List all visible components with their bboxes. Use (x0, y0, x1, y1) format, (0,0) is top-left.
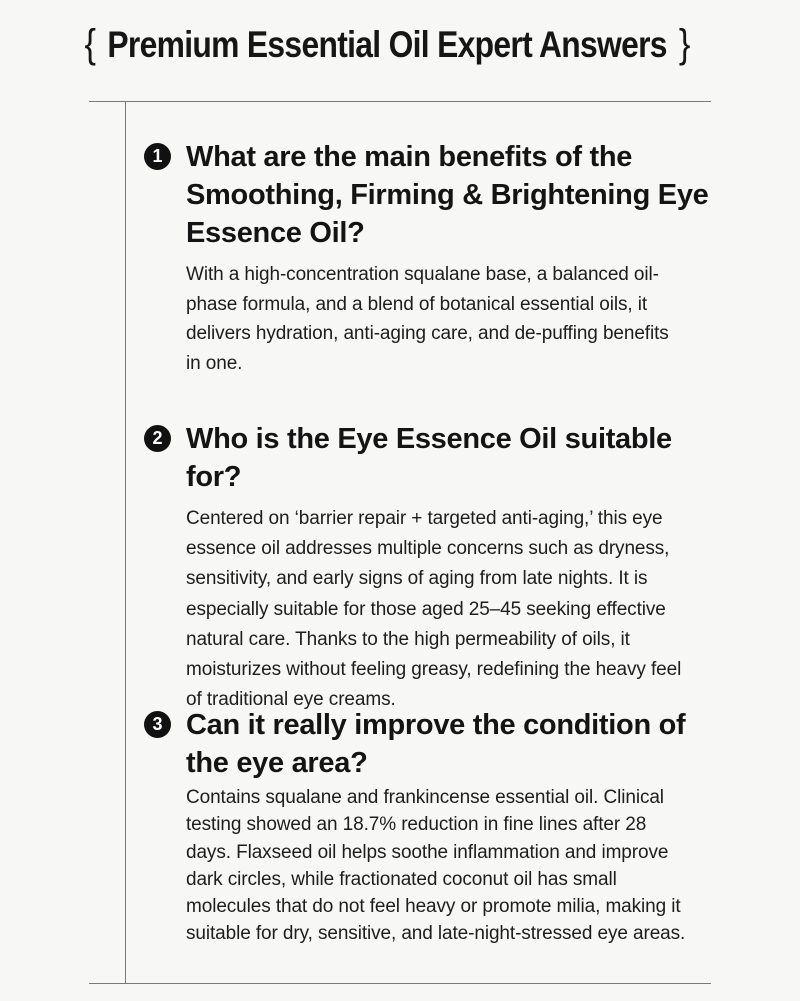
close-brace: } (678, 22, 690, 66)
faq-answer-2: Centered on ‘barrier repair + targeted anti-aging,’ this eye essence oil addresses multiple concerns such as dryness, sensitivity, and early signs of aging from late nights. It is especially suitable for those aged 25–45 seeking effective natural care. Thanks to the high permeability of oils, it moisturizes without feeling greasy, redefining the heavy feel of traditional eye creams. (186, 508, 682, 711)
open-brace: { (84, 22, 96, 66)
faq-item-3 (144, 706, 724, 948)
faq-item-1 (144, 138, 724, 378)
faq-answer-1: With a high-concentration squalane base, a balanced oil-phase formula, and a blend of botanical essential oils, it delivers hydration, anti-aging care, and de-puffing benefits in one. (186, 264, 669, 374)
number-badge-3: 3 (144, 711, 171, 738)
faq-item-2 (144, 420, 724, 715)
faq-answer-3: Contains squalane and frankincense essential oil. Clinical testing showed an 18.7% reduction in fine lines after 28 days. Flaxseed oil helps soothe inflammation and improve dark circles, while fractionated coconut oil has small molecules that do not feel heavy or promote milia, making it suitable for dry, sensitive, and late-night-stressed eye areas. (186, 787, 686, 945)
page-title (56, 22, 718, 67)
bottom-divider (89, 983, 711, 984)
faq-question-3: Can it really improve the condition of the eye area? (186, 709, 686, 779)
faq-question-1: What are the main benefits of the Smoothing, Firming & Brightening Eye Essence Oil? (186, 141, 709, 249)
page-title-text: Premium Essential Oil Expert Answers (107, 24, 667, 65)
number-badge-2: 2 (144, 425, 171, 452)
left-divider (125, 101, 126, 983)
faq-question-2: Who is the Eye Essence Oil suitable for? (186, 423, 672, 493)
top-divider (89, 101, 711, 102)
number-badge-1: 1 (144, 143, 171, 170)
